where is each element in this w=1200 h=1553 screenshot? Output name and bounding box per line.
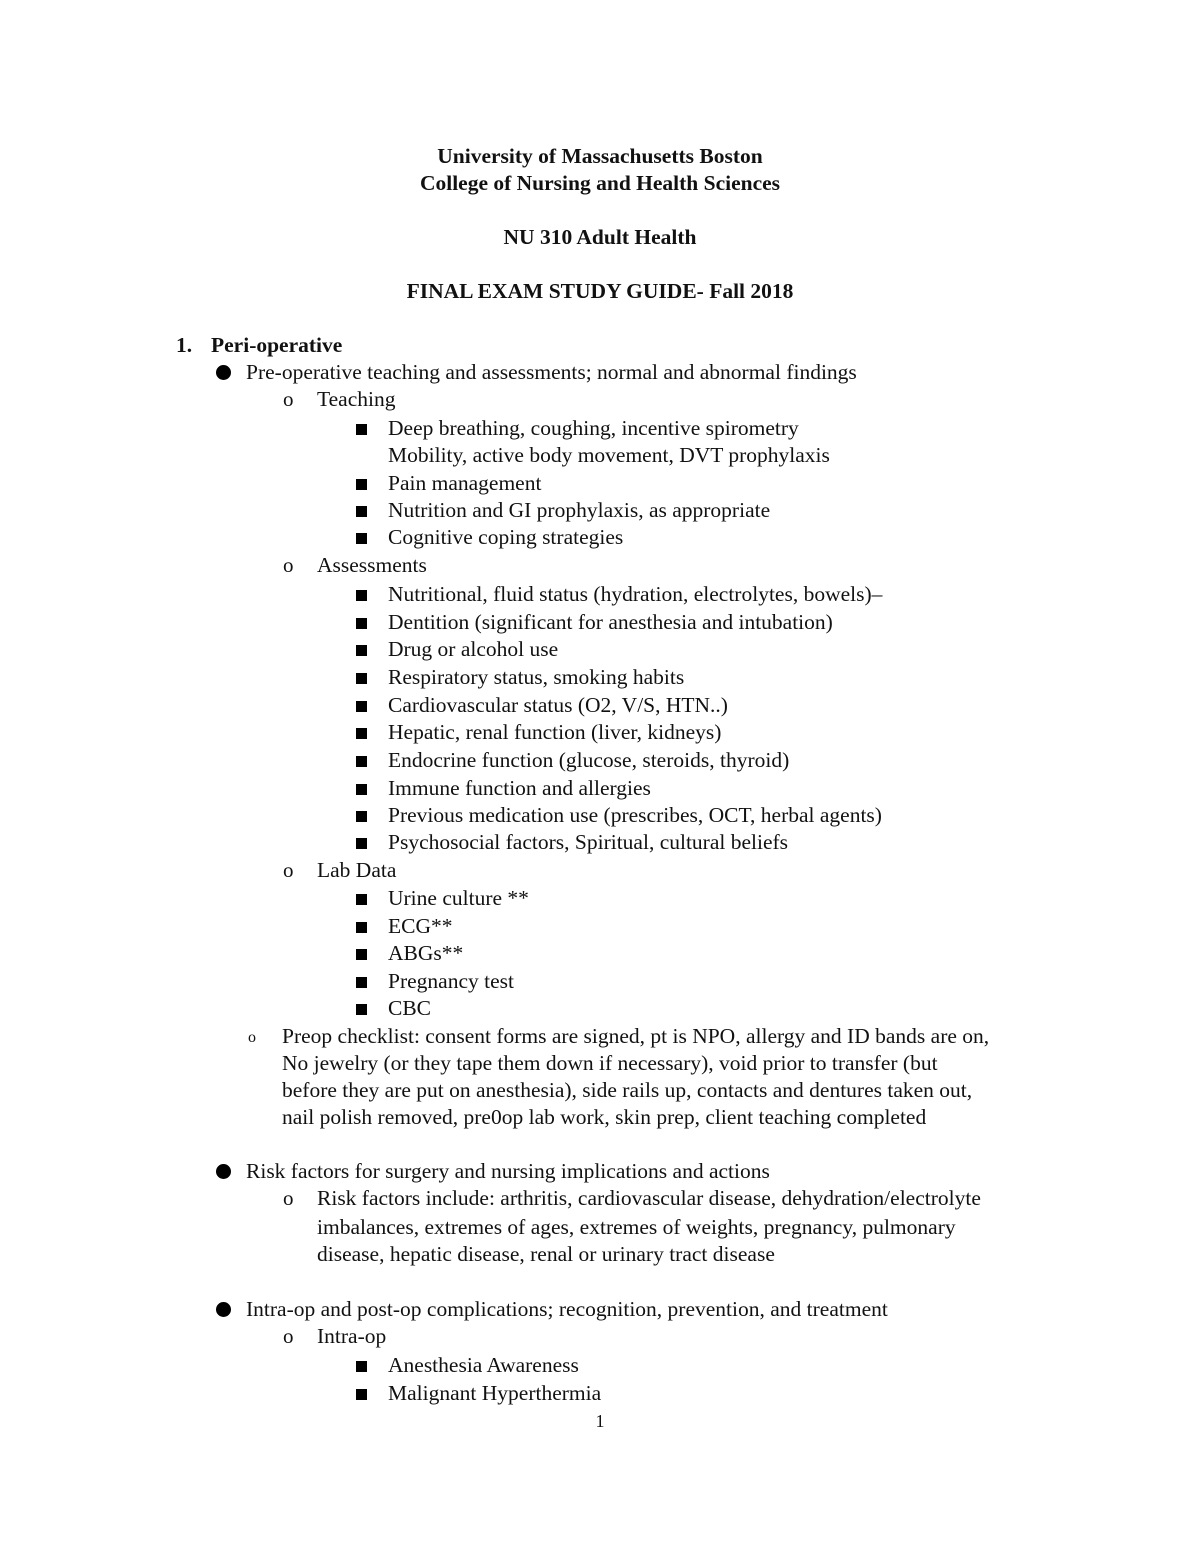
square-bullet-icon	[356, 645, 367, 656]
bullet-dot-icon	[216, 1164, 231, 1179]
assessments-label: Assessments	[317, 553, 427, 577]
square-bullet-icon	[356, 949, 367, 960]
square-bullet-icon	[356, 618, 367, 629]
university-name: University of Massachusetts Boston	[437, 144, 763, 168]
list-item: Nutritional, fluid status (hydration, electrolytes, bowels)–	[388, 582, 883, 606]
list-item: Mobility, active body movement, DVT prophylaxis	[388, 443, 830, 467]
list-item: Hepatic, renal function (liver, kidneys)	[388, 720, 722, 744]
list-item: Pregnancy test	[388, 969, 514, 993]
bullet-dot-icon	[216, 1302, 231, 1317]
complications-bullet-text: Intra-op and post-op complications; recognition, prevention, and treatment	[246, 1297, 888, 1321]
intra-op-label: Intra-op	[317, 1324, 387, 1348]
square-bullet-icon	[356, 894, 367, 905]
circle-bullet-icon: o	[283, 1186, 294, 1210]
square-bullet-icon	[356, 811, 367, 822]
square-bullet-icon	[356, 756, 367, 767]
list-item: Endocrine function (glucose, steroids, thyroid)	[388, 748, 790, 772]
list-item: Malignant Hyperthermia	[388, 1381, 602, 1405]
course-title: NU 310 Adult Health	[503, 225, 697, 249]
document-title: FINAL EXAM STUDY GUIDE- Fall 2018	[406, 279, 794, 303]
square-bullet-icon	[356, 922, 367, 933]
list-item: Drug or alcohol use	[388, 637, 559, 661]
section-heading: Peri-operative	[211, 333, 343, 357]
section-number: 1.	[176, 333, 193, 357]
list-item: Cardiovascular status (O2, V/S, HTN..)	[388, 693, 728, 717]
square-bullet-icon	[356, 784, 367, 795]
risk-factors-line: disease, hepatic disease, renal or urinary tract disease	[317, 1242, 775, 1266]
list-item: Psychosocial factors, Spiritual, cultural beliefs	[388, 830, 789, 854]
list-item: ECG**	[388, 914, 453, 938]
square-bullet-icon	[356, 590, 367, 601]
list-item: Anesthesia Awareness	[388, 1353, 579, 1377]
circle-bullet-icon: o	[283, 387, 294, 411]
circle-bullet-icon: o	[283, 1324, 294, 1348]
risk-bullet-text: Risk factors for surgery and nursing implications and actions	[246, 1159, 770, 1183]
circle-bullet-icon: o	[248, 1029, 256, 1046]
list-item: Urine culture **	[388, 886, 529, 910]
square-bullet-icon	[356, 533, 367, 544]
teaching-label: Teaching	[317, 387, 396, 411]
list-item: Cognitive coping strategies	[388, 525, 624, 549]
square-bullet-icon	[356, 977, 367, 988]
square-bullet-icon	[356, 1004, 367, 1015]
preop-bullet-text: Pre-operative teaching and assessments; normal and abnormal findings	[246, 360, 857, 384]
preop-checklist-line: Preop checklist: consent forms are signed, pt is NPO, allergy and ID bands are on,	[282, 1024, 990, 1048]
college-name: College of Nursing and Health Sciences	[419, 171, 781, 195]
list-item: Immune function and allergies	[388, 776, 651, 800]
bullet-dot-icon	[216, 365, 231, 380]
square-bullet-icon	[356, 1361, 367, 1372]
risk-factors-line: Risk factors include: arthritis, cardiovascular disease, dehydration/electrolyte	[317, 1186, 981, 1210]
list-item: ABGs**	[388, 941, 464, 965]
square-bullet-icon	[356, 701, 367, 712]
preop-checklist-line: before they are put on anesthesia), side rails up, contacts and dentures taken out,	[282, 1078, 973, 1102]
list-item: Deep breathing, coughing, incentive spirometry	[388, 416, 799, 440]
square-bullet-icon	[356, 728, 367, 739]
list-item: Respiratory status, smoking habits	[388, 665, 685, 689]
circle-bullet-icon: o	[283, 858, 294, 882]
square-bullet-icon	[356, 424, 367, 435]
list-item: CBC	[388, 996, 432, 1020]
list-item: Previous medication use (prescribes, OCT, herbal agents)	[388, 803, 882, 827]
square-bullet-icon	[356, 1389, 367, 1400]
square-bullet-icon	[356, 506, 367, 517]
list-item: Dentition (significant for anesthesia and intubation)	[388, 610, 833, 634]
circle-bullet-icon: o	[283, 553, 294, 577]
list-item: Pain management	[388, 471, 542, 495]
risk-factors-line: imbalances, extremes of ages, extremes of weights, pregnancy, pulmonary	[317, 1215, 956, 1239]
lab-data-label: Lab Data	[317, 858, 397, 882]
preop-checklist-line: No jewelry (or they tape them down if necessary), void prior to transfer (but	[282, 1051, 938, 1075]
square-bullet-icon	[356, 479, 367, 490]
list-item: Nutrition and GI prophylaxis, as appropriate	[388, 498, 771, 522]
square-bullet-icon	[356, 838, 367, 849]
page-number: 1	[595, 1411, 605, 1431]
preop-checklist-line: nail polish removed, pre0op lab work, skin prep, client teaching completed	[282, 1105, 927, 1129]
square-bullet-icon	[356, 673, 367, 684]
